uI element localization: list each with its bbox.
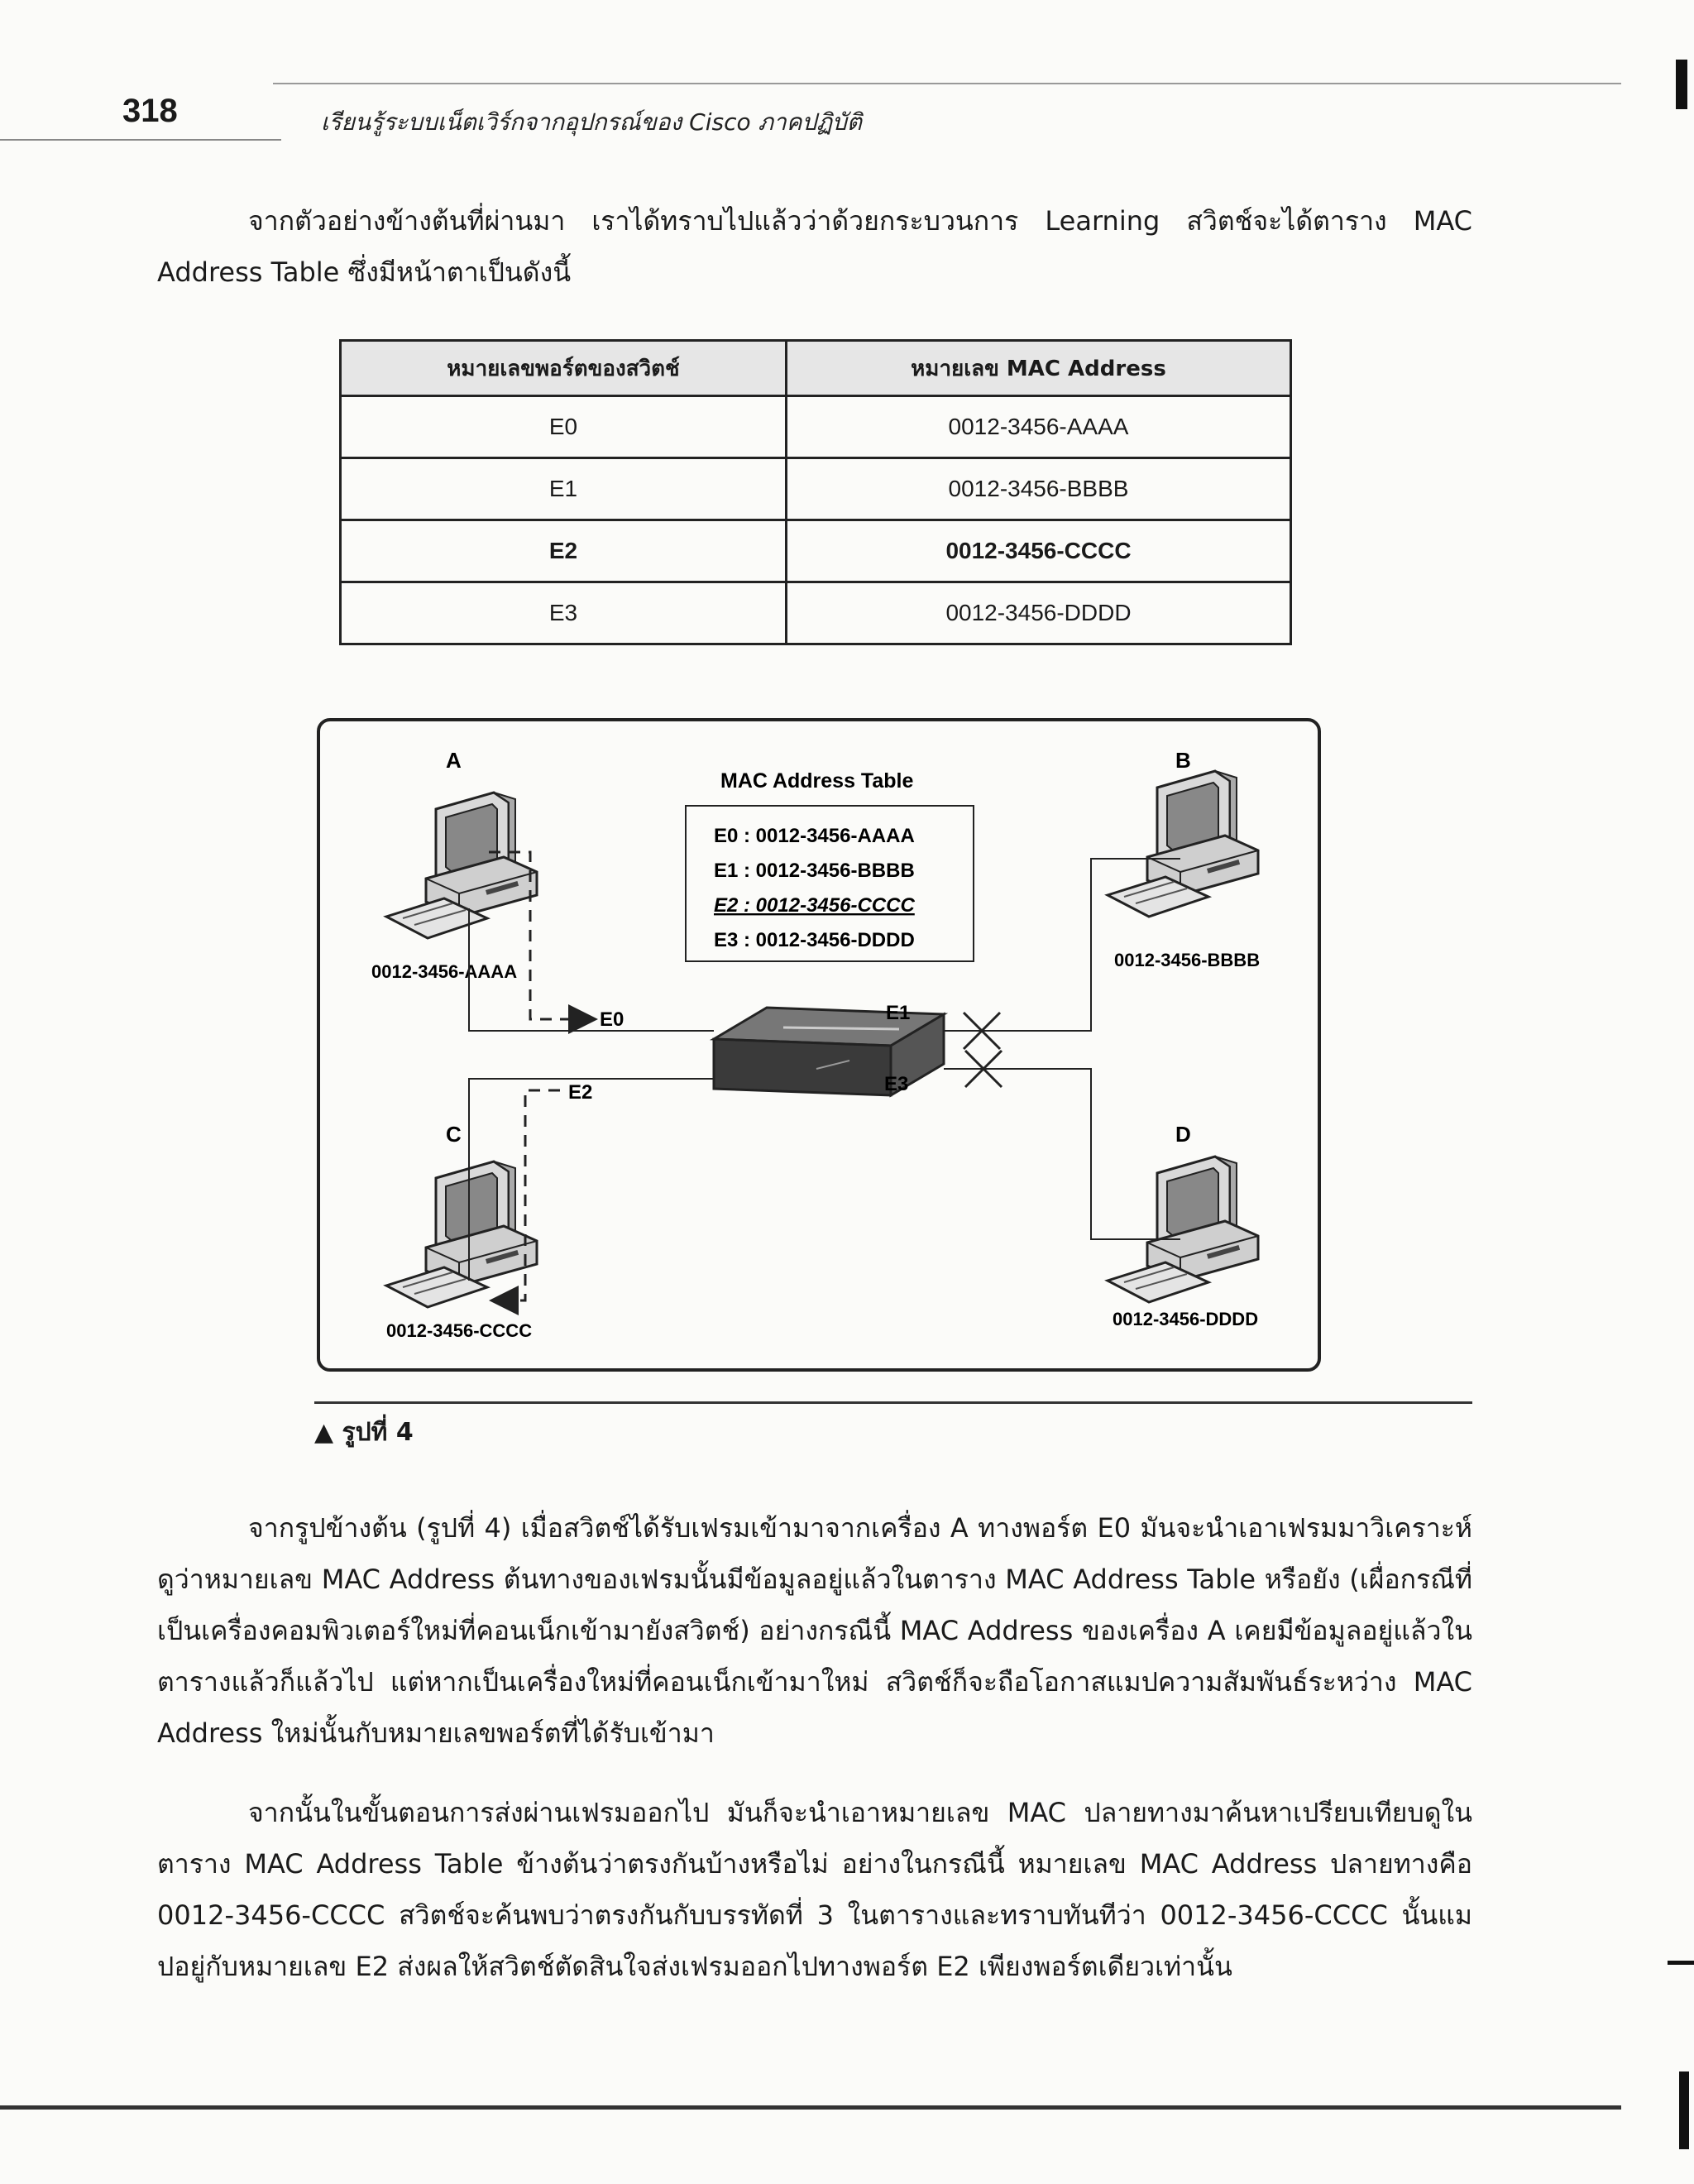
mac-cell: 0012-3456-BBBB: [787, 458, 1291, 520]
book-title: เรียนรู้ระบบเน็ตเวิร์กจากอุปกรณ์ของ Cisco ภาคปฏิบัติ: [321, 108, 862, 136]
body-paragraph-1: [157, 1502, 1472, 1759]
computer-b-icon: [1108, 771, 1258, 917]
table-row: [341, 458, 1291, 520]
body-paragraph-2: [157, 1787, 1472, 1992]
computer-a-icon: [386, 793, 537, 938]
edge-mark-top: [1676, 60, 1687, 109]
port-e2-label: E2: [568, 1081, 593, 1104]
network-figure: [317, 718, 1321, 1372]
paragraph-text: จากนั้นในขั้นตอนการส่งผ่านเฟรมออกไป มันก็จะนำเอาหมายเลข MAC ปลายทางมาค้นหาเปรียบเทียบดูในตาราง MAC Address Table ข้างต้นว่าตรงกันบ้างหรือไม่ อย่างในกรณีนี้ หมายเลข MAC Address ปลายทางคือ 0012-3456-CCCC สวิตช์จะค้นพบว่าตรงกันกับบรรทัดที่ 3 ในตารางและทราบทันทีว่า 0012-3456-CCCC นั้นแมปอยู่กับหมายเลข E2 ส่งผลให้สวิตช์ตัดสินใจส่งเฟรมออกไปทางพอร์ต E2 เพียงพอร์ตเดียวเท่านั้น: [157, 1797, 1472, 1982]
triangle-icon: ▲: [314, 1418, 342, 1447]
table-row: [341, 582, 1291, 644]
network-diagram: [320, 721, 1318, 1368]
table-header-row: [341, 341, 1291, 396]
port-cell: E1: [341, 458, 787, 520]
caption-text: รูปที่ 4: [342, 1418, 414, 1447]
mac-address-table: [339, 339, 1292, 645]
port-e3-label: E3: [884, 1073, 909, 1095]
computer-c-mac: 0012-3456-CCCC: [386, 1320, 533, 1341]
edge-mark-mid: [1668, 1961, 1694, 1965]
mac-cell: 0012-3456-DDDD: [787, 582, 1291, 644]
port-e0-label: E0: [600, 1008, 624, 1031]
table-row: [341, 396, 1291, 458]
figure-caption: [314, 1413, 414, 1452]
figure-table-entry: E3 : 0012-3456-DDDD: [714, 929, 915, 951]
port-e1-label: E1: [886, 1002, 911, 1024]
computer-d-mac: 0012-3456-DDDD: [1113, 1309, 1259, 1329]
link-d-e3: [944, 1069, 1180, 1239]
mac-cell: 0012-3456-AAAA: [787, 396, 1291, 458]
computer-d-label: D: [1175, 1122, 1191, 1147]
port-cell: E0: [341, 396, 787, 458]
computer-c-icon: [386, 1161, 537, 1307]
computer-a-mac: 0012-3456-AAAA: [371, 961, 518, 982]
figure-table-entry-matched: E2 : 0012-3456-CCCC: [714, 894, 915, 917]
caption-rule: [314, 1401, 1472, 1404]
table-row-highlighted: [341, 520, 1291, 582]
column-header-port: หมายเลขพอร์ตของสวิตช์: [341, 341, 787, 396]
intro-text: จากตัวอย่างข้างต้นที่ผ่านมา เราได้ทราบไปแล้วว่าด้วยกระบวนการ Learning สวิตช์จะได้ตาราง MAC Address Table ซึ่งมีหน้าตาเป็นดังนี้: [157, 205, 1472, 288]
port-cell: E3: [341, 582, 787, 644]
figure-table-title: MAC Address Table: [720, 769, 914, 793]
computer-a-label: A: [446, 748, 462, 773]
footer-rule: [0, 2105, 1621, 2110]
computer-b-mac: 0012-3456-BBBB: [1114, 950, 1261, 970]
column-header-mac: หมายเลข MAC Address: [787, 341, 1291, 396]
computer-d-icon: [1108, 1157, 1258, 1302]
mac-cell: 0012-3456-CCCC: [787, 520, 1291, 582]
figure-table-entry: E0 : 0012-3456-AAAA: [714, 825, 915, 847]
header-rule-right: [273, 83, 1621, 84]
intro-paragraph: [157, 195, 1472, 298]
port-cell: E2: [341, 520, 787, 582]
figure-table-entry: E1 : 0012-3456-BBBB: [714, 860, 915, 882]
computer-b-label: B: [1175, 748, 1191, 773]
edge-mark-bottom: [1679, 2071, 1689, 2149]
page-number: 318: [122, 93, 178, 129]
header-rule: [0, 139, 281, 141]
paragraph-text: จากรูปข้างต้น (รูปที่ 4) เมื่อสวิตช์ได้รับเฟรมเข้ามาจากเครื่อง A ทางพอร์ต E0 มันจะนำเอาเฟรมมาวิเคราะห์ดูว่าหมายเลข MAC Address ต้นทางของเฟรมนั้นมีข้อมูลอยู่แล้วในตาราง MAC Address Table หรือยัง (เผื่อกรณีที่เป็นเครื่องคอมพิวเตอร์ใหม่ที่คอนเน็กเข้ามายังสวิตช์) อย่างกรณีนี้ MAC Address ของเครื่อง A เคยมีข้อมูลอยู่แล้วในตารางแล้วก็แล้วไป แต่หากเป็นเครื่องใหม่ที่คอนเน็กเข้ามาใหม่ สวิตช์ก็จะถือโอกาสแมปความสัมพันธ์ระหว่าง MAC Address ใหม่นั้นกับหมายเลขพอร์ตที่ได้รับเข้ามา: [157, 1512, 1472, 1749]
computer-c-label: C: [446, 1122, 462, 1147]
